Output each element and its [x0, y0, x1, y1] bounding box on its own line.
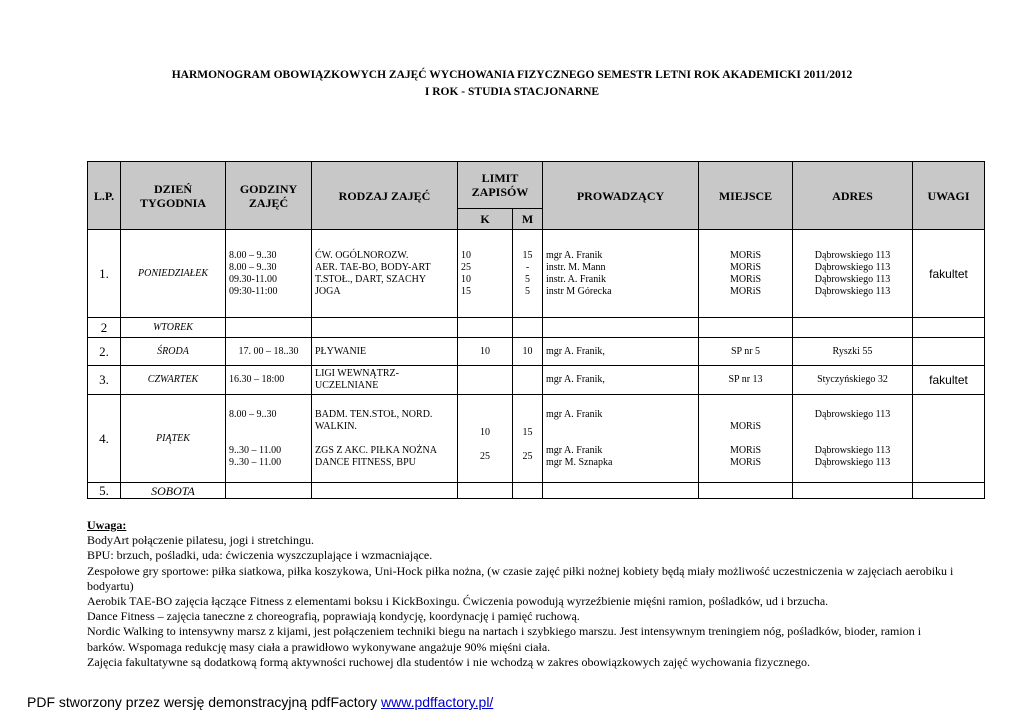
- schedule-header: [88, 162, 985, 230]
- row-limit-k: 10: [458, 338, 513, 366]
- row-limit-m: 15 - 5 5: [513, 230, 543, 318]
- row-instructor: mgr A. Franik mgr A. Franik mgr M. Sznapka: [543, 395, 699, 483]
- note-line: Zespołowe gry sportowe: piłka siatkowa, piłka koszykowa, Uni-Hock piłka nożna, (w czasie zajęć piłki nożnej kobiety będą miały możliwość uczestniczenia w zajęciach aerobiku i bodyartu): [87, 563, 954, 593]
- row-limit-k: [458, 366, 513, 395]
- footer-text: PDF stworzony przez wersję demonstracyjną pdfFactory: [27, 694, 382, 710]
- row-limit-k: [458, 483, 513, 499]
- header-notes: UWAGI: [913, 162, 985, 230]
- row-limit-m: [513, 483, 543, 499]
- row-limit-k: 10 25 10 15: [458, 230, 513, 318]
- note-line: BPU: brzuch, pośladki, uda: ćwiczenia wyszczuplające i wzmacniające.: [87, 548, 433, 563]
- table-row: [88, 483, 985, 499]
- row-place: SP nr 13: [699, 366, 793, 395]
- header-limit-k: K: [458, 209, 513, 230]
- row-notes: [913, 318, 985, 338]
- row-lp: 2.: [88, 338, 121, 366]
- row-limit-m: 15 25: [513, 395, 543, 483]
- row-lp: 4.: [88, 395, 121, 483]
- row-day: SOBOTA: [121, 483, 226, 499]
- row-instructor: mgr A. Franik instr. M. Mann instr. A. Franik instr M Górecka: [543, 230, 699, 318]
- header-lp: L.P.: [88, 162, 121, 230]
- row-day: ŚRODA: [121, 338, 226, 366]
- row-address: [793, 483, 913, 499]
- row-activity: ĆW. OGÓLNOROZW. AER. TAE-BO, BODY-ART T.STOŁ., DART, SZACHY JOGA: [312, 230, 458, 318]
- row-instructor: [543, 483, 699, 499]
- row-hours: 8.00 – 9..30 9..30 – 11.00 9..30 – 11.00: [226, 395, 312, 483]
- row-day: PONIEDZIAŁEK: [121, 230, 226, 318]
- row-notes: fakultet: [913, 230, 985, 318]
- pdf-footer: [27, 694, 493, 710]
- row-day: CZWARTEK: [121, 366, 226, 395]
- row-activity: [312, 483, 458, 499]
- row-place: SP nr 5: [699, 338, 793, 366]
- table-row: [88, 318, 985, 338]
- row-notes: [913, 338, 985, 366]
- table-row: [88, 338, 985, 366]
- header-day: DZIEŃ TYGODNIA: [121, 162, 226, 230]
- row-notes: [913, 395, 985, 483]
- header-instructor: PROWADZĄCY: [543, 162, 699, 230]
- row-place: [699, 483, 793, 499]
- pdffactory-link[interactable]: www.pdffactory.pl/: [381, 694, 494, 710]
- row-limit-m: [513, 366, 543, 395]
- row-instructor: [543, 318, 699, 338]
- row-address: Dąbrowskiego 113 Dąbrowskiego 113 Dąbrowskiego 113: [793, 395, 913, 483]
- row-hours: 16.30 – 18:00: [226, 366, 312, 395]
- notes-section: [87, 518, 957, 670]
- title-line-2: I ROK - STUDIA STACJONARNE: [424, 86, 600, 98]
- row-day: PIĄTEK: [121, 395, 226, 483]
- notes-heading: Uwaga:: [87, 518, 127, 532]
- row-place: MORiS MORiS MORiS MORiS: [699, 230, 793, 318]
- header-hours: GODZINY ZAJĘĆ: [226, 162, 312, 230]
- row-activity: LIGI WEWNĄTRZ- UCZELNIANE: [312, 366, 458, 395]
- row-lp: 3.: [88, 366, 121, 395]
- row-hours: [226, 318, 312, 338]
- row-place: MORiS MORiS MORiS: [699, 395, 793, 483]
- note-line: Nordic Walking to intensywny marsz z kijami, jest połączeniem techniki biegu na nartach i szybkiego marszu. Jest intensywnym treningiem nóg, pośladków, bioder, ramion i barków. Wspomaga redukcję masy ciała a prawidłowo wykonywane angażuje 90% mięśni ciała.: [87, 624, 922, 654]
- header-activity: RODZAJ ZAJĘĆ: [312, 162, 458, 230]
- row-address: Ryszki 55: [793, 338, 913, 366]
- row-limit-k: 10 25: [458, 395, 513, 483]
- header-address: ADRES: [793, 162, 913, 230]
- row-notes: [913, 483, 985, 499]
- row-instructor: mgr A. Franik,: [543, 338, 699, 366]
- row-address: [793, 318, 913, 338]
- header-place: MIEJSCE: [699, 162, 793, 230]
- title-line-1: HARMONOGRAM OBOWIĄZKOWYCH ZAJĘĆ WYCHOWANIA FIZYCZNEGO SEMESTR LETNI ROK AKADEMICKI 2011/2012: [171, 69, 853, 81]
- note-line: BodyArt połączenie pilatesu, jogi i stretchingu.: [87, 533, 314, 548]
- document-title: [0, 67, 1024, 101]
- schedule-table: [87, 161, 985, 499]
- row-lp: 1.: [88, 230, 121, 318]
- row-instructor: mgr A. Franik,: [543, 366, 699, 395]
- row-activity: PŁYWANIE: [312, 338, 458, 366]
- row-activity: [312, 318, 458, 338]
- header-limit: LIMIT ZAPISÓW: [458, 162, 543, 209]
- header-limit-m: M: [513, 209, 543, 230]
- table-row: [88, 230, 985, 318]
- note-line: Zajęcia fakultatywne są dodatkową formą aktywności ruchowej dla studentów i nie wchodzą w zakres obowiązkowych zajęć wychowania fizycznego.: [87, 654, 811, 669]
- note-line: Dance Fitness – zajęcia taneczne z choreografią, poprawiają kondycję, koordynację i pamięć ruchową.: [87, 609, 580, 624]
- row-address: Styczyńskiego 32: [793, 366, 913, 395]
- row-hours: 8.00 – 9..30 8.00 – 9..30 09.30-11.00 09:30-11:00: [226, 230, 312, 318]
- table-row: [88, 395, 985, 483]
- row-hours: 17. 00 – 18..30: [226, 338, 312, 366]
- table-row: [88, 366, 985, 395]
- row-address: Dąbrowskiego 113 Dąbrowskiego 113 Dąbrowskiego 113 Dąbrowskiego 113: [793, 230, 913, 318]
- row-limit-k: [458, 318, 513, 338]
- row-activity: BADM. TEN.STOŁ, NORD. WALKIN. ZGS Z AKC. PIŁKA NOŻNA DANCE FITNESS, BPU: [312, 395, 458, 483]
- row-place: [699, 318, 793, 338]
- row-hours: [226, 483, 312, 499]
- row-day: WTOREK: [121, 318, 226, 338]
- note-line: Aerobik TAE-BO zajęcia łączące Fitness z elementami boksu i KickBoxingu. Ćwiczenia powodują wyrzeźbienie mięśni ramion, pośladków, ud i brzucha.: [87, 594, 829, 609]
- row-notes: fakultet: [913, 366, 985, 395]
- row-limit-m: [513, 318, 543, 338]
- row-limit-m: 10: [513, 338, 543, 366]
- row-lp: 2: [88, 318, 121, 338]
- row-lp: 5.: [88, 483, 121, 499]
